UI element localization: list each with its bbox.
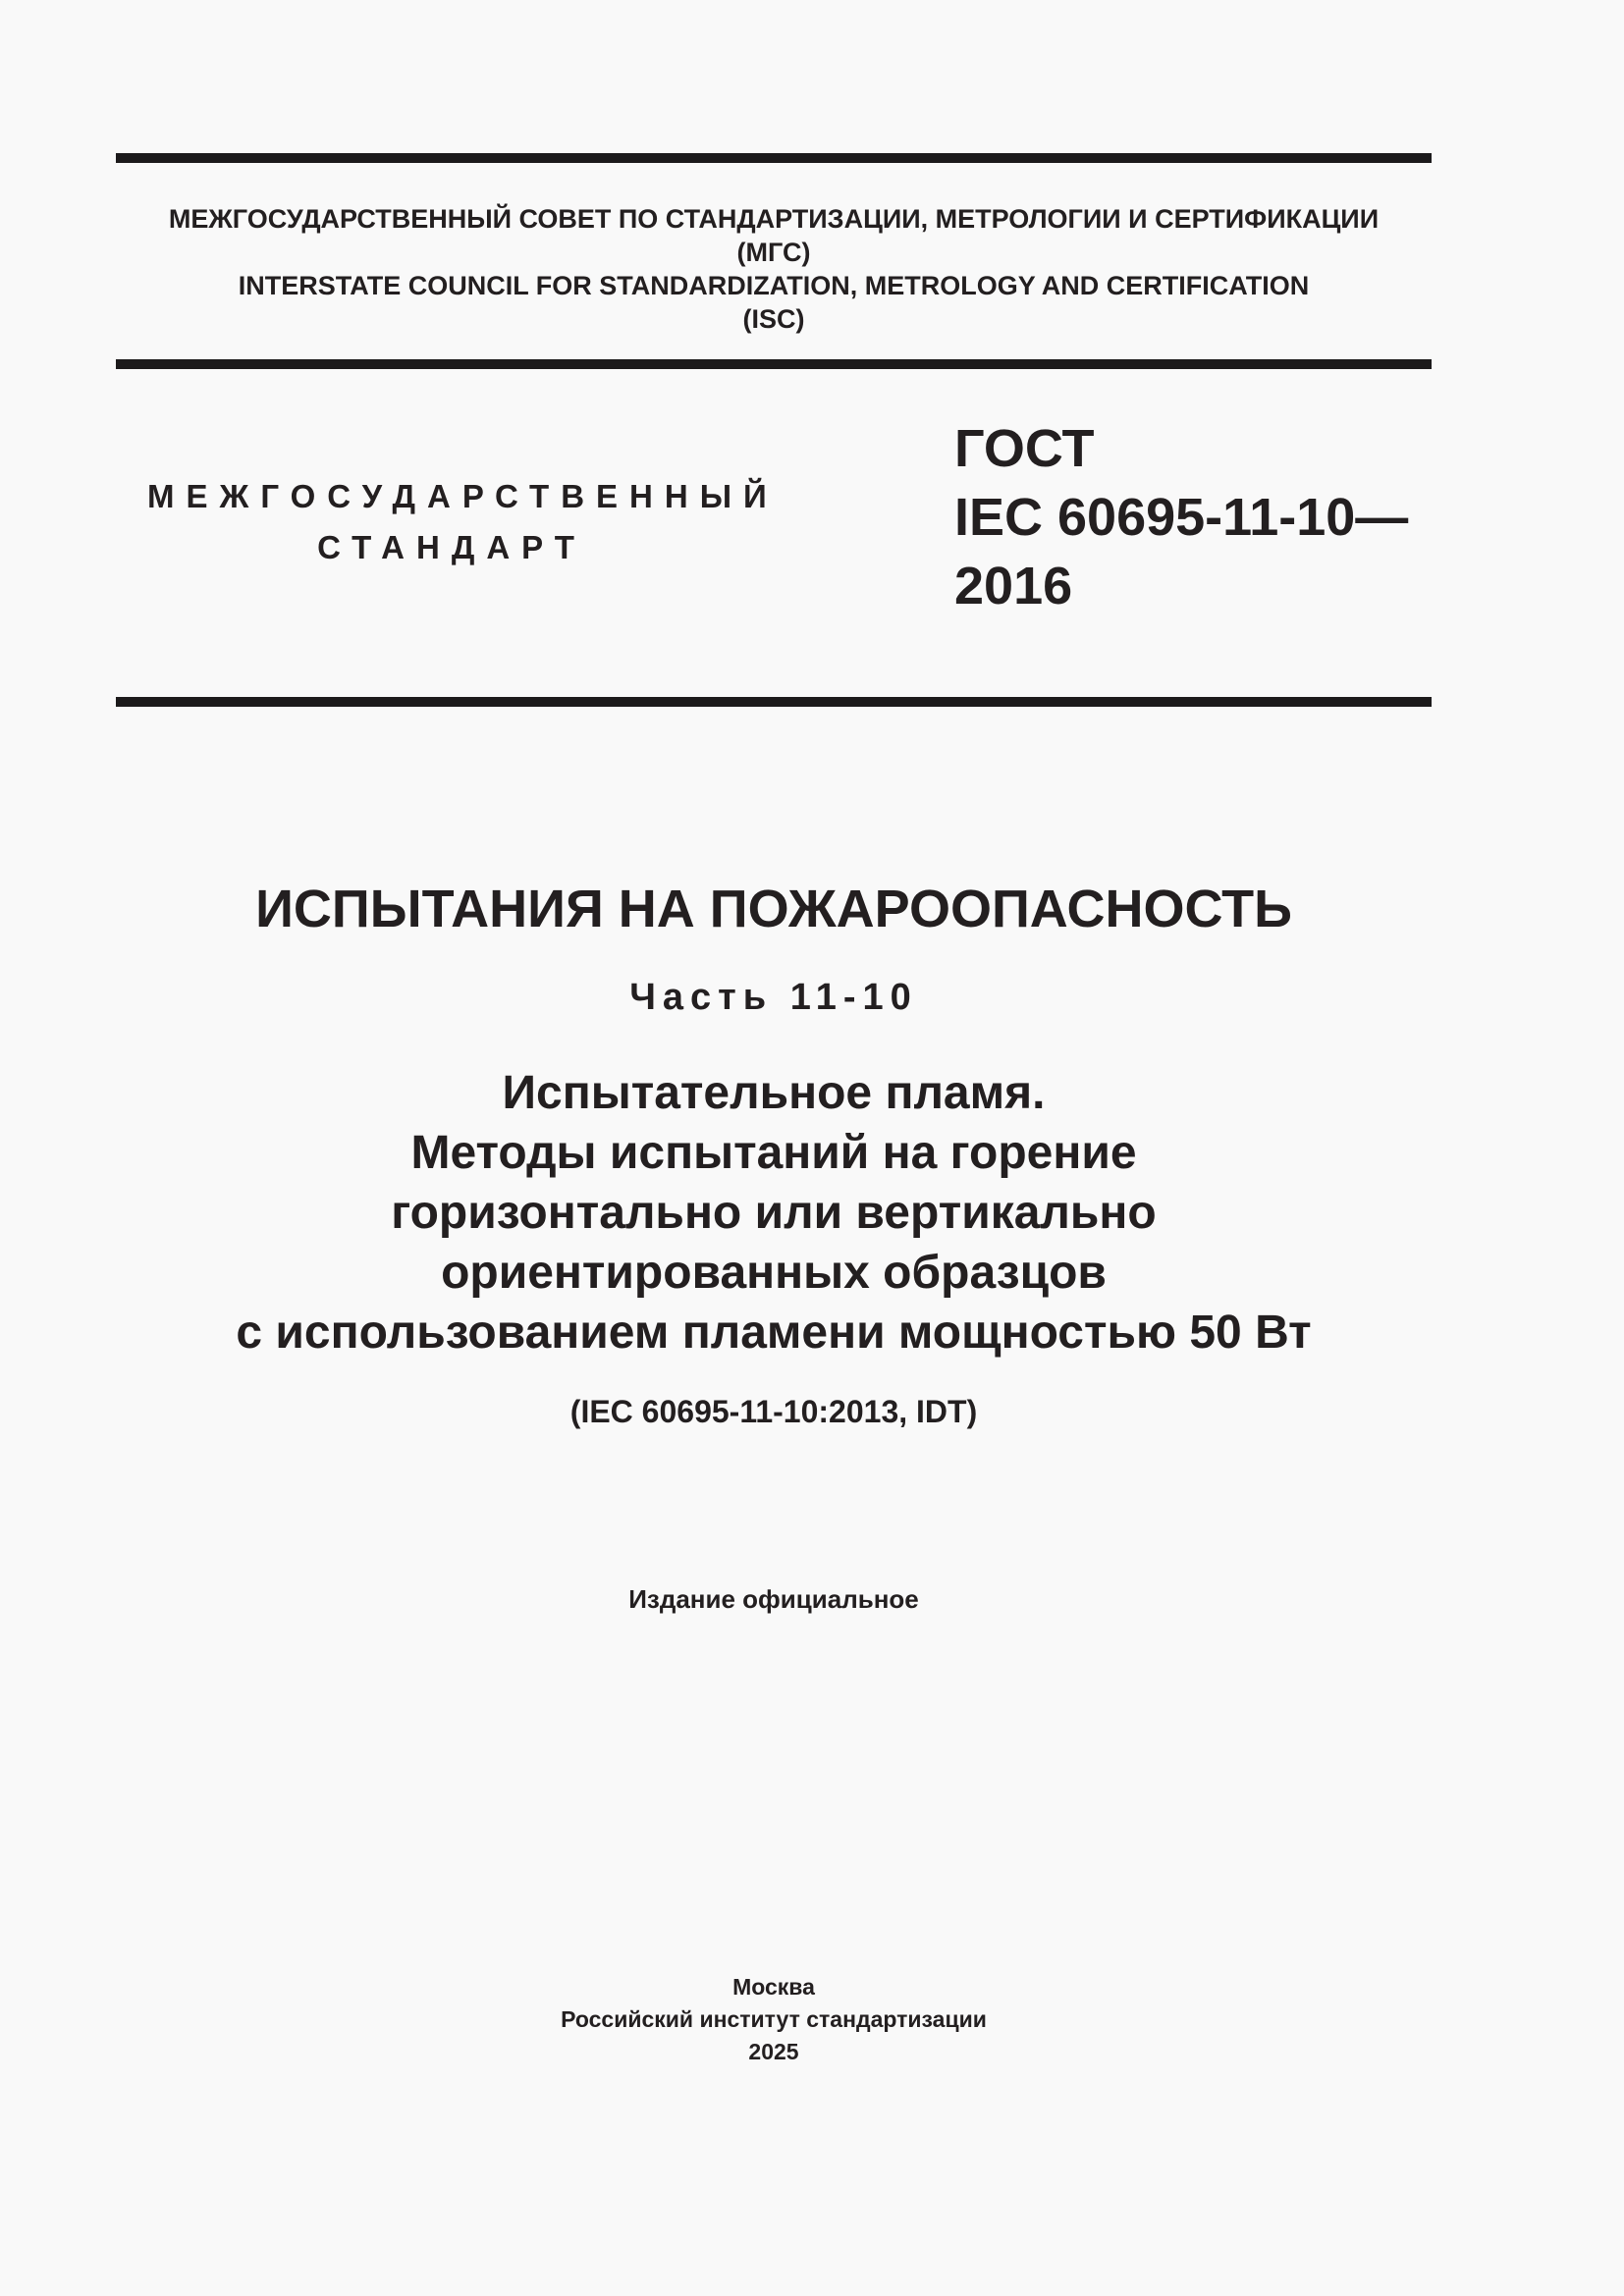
designation-bottom-rule bbox=[116, 697, 1432, 707]
council-name-ru: МЕЖГОСУДАРСТВЕННЫЙ СОВЕТ ПО СТАНДАРТИЗАЦИИ, МЕТРОЛОГИИ И СЕРТИФИКАЦИИ bbox=[168, 204, 1380, 234]
standard-type-line1: МЕЖГОСУДАРСТВЕННЫЙ bbox=[147, 478, 779, 514]
top-rule bbox=[116, 153, 1432, 163]
document-subtitle bbox=[116, 1063, 1432, 1362]
council-bottom-rule bbox=[116, 359, 1432, 369]
subtitle-line: Испытательное пламя. bbox=[502, 1067, 1046, 1119]
standard-designation bbox=[954, 414, 1408, 620]
part-number: Часть 11-10 bbox=[629, 977, 918, 1018]
imprint-year: 2025 bbox=[748, 2039, 799, 2064]
subtitle-line: горизонтально или вертикально bbox=[391, 1187, 1157, 1239]
publisher-imprint bbox=[116, 1971, 1432, 2068]
subtitle-line: ориентированных образцов bbox=[441, 1247, 1107, 1299]
council-abbr-ru: (МГС) bbox=[736, 238, 811, 267]
imprint-city: Москва bbox=[732, 1974, 815, 2000]
standard-type-label bbox=[147, 471, 779, 573]
designation-line2: IEC 60695-11-10— bbox=[954, 488, 1409, 547]
document-title: ИСПЫТАНИЯ НА ПОЖАРООПАСНОСТЬ bbox=[255, 880, 1292, 938]
edition-label: Издание официальное bbox=[628, 1584, 919, 1614]
designation-line1: ГОСТ bbox=[954, 419, 1095, 478]
imprint-publisher: Российский институт стандартизации bbox=[561, 2006, 987, 2032]
council-abbr-en: (ISC) bbox=[742, 304, 805, 334]
designation-line3: 2016 bbox=[954, 557, 1073, 615]
standard-type-line2: СТАНДАРТ bbox=[317, 529, 586, 565]
subtitle-line: Методы испытаний на горение bbox=[410, 1127, 1137, 1179]
council-name-en: INTERSTATE COUNCIL FOR STANDARDIZATION, METROLOGY AND CERTIFICATION bbox=[238, 271, 1310, 300]
subtitle-line: с использованием пламени мощностью 50 Вт bbox=[236, 1307, 1312, 1359]
international-reference: (IEC 60695-11-10:2013, IDT) bbox=[569, 1394, 978, 1429]
council-header bbox=[116, 202, 1432, 336]
